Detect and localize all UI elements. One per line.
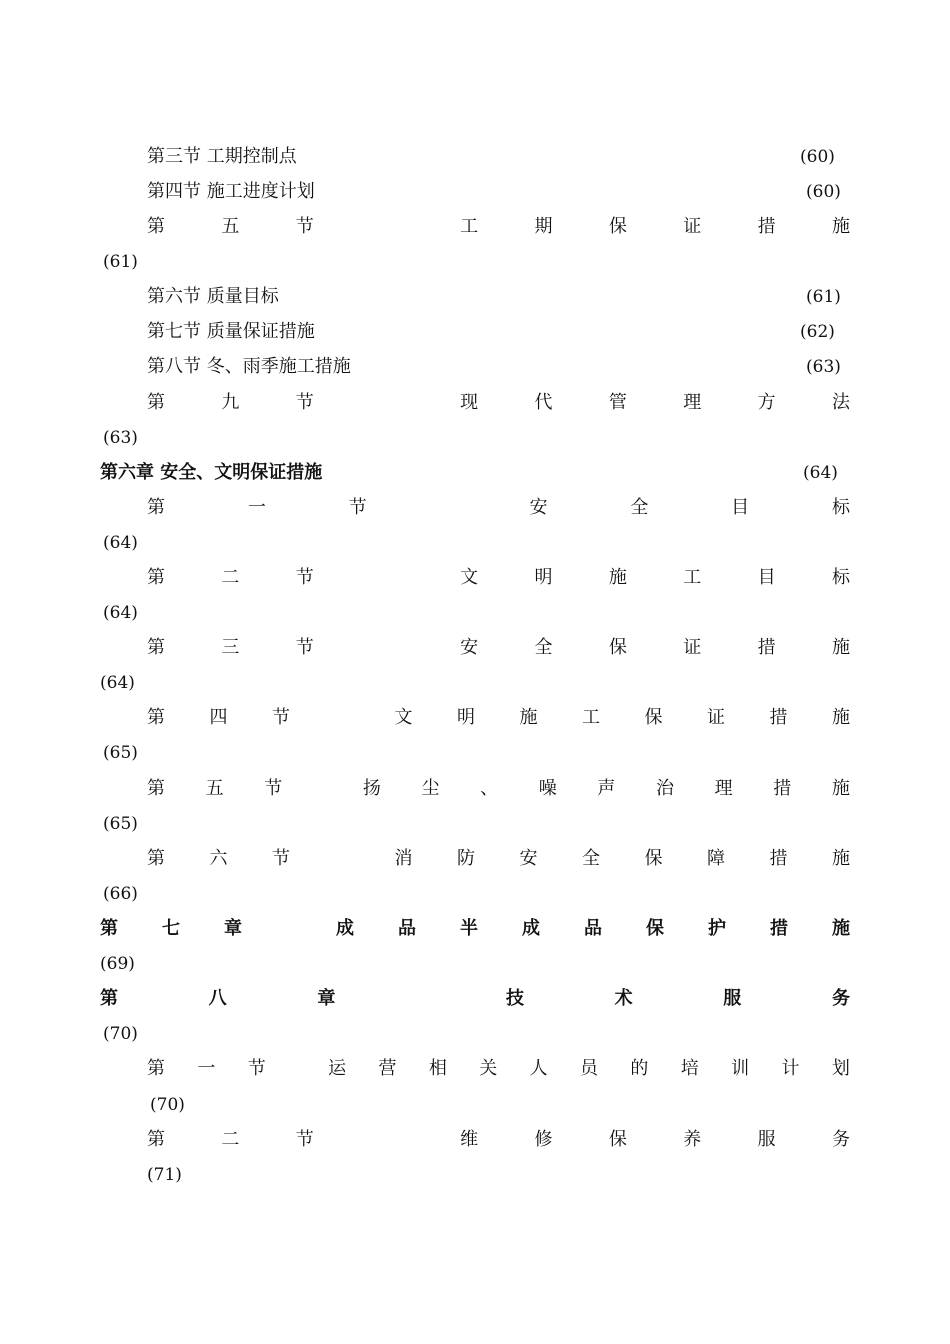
toc-entry-page: (60) [806,182,841,202]
toc-char: 章 [317,988,336,1009]
toc-char: 节 [295,1129,314,1150]
toc-char: 第 [147,497,165,518]
toc-char: 消 [394,848,413,869]
toc-chapter-justified [100,988,850,1010]
toc-char: 成 [522,918,540,939]
toc-char: 保 [608,216,627,237]
toc-entry-justified [147,848,850,870]
toc-char: 证 [707,707,725,728]
toc-char: 节 [295,637,314,658]
toc-char: 第 [147,848,165,869]
toc-char: 员 [580,1058,598,1079]
toc-char: 第 [147,778,165,799]
toc-char: 工 [582,707,600,728]
toc-char: 理 [683,392,702,413]
toc-char: 障 [707,848,725,869]
toc-char: 相 [428,1058,447,1079]
toc-char: 第 [147,1129,165,1150]
toc-char: 目 [757,567,776,588]
toc-char: 第 [100,988,118,1009]
toc-char: 二 [221,567,240,588]
toc-char: 节 [272,848,290,869]
toc-char: 声 [597,778,616,799]
toc-char: 扬 [362,778,381,799]
toc-entry-justified [147,707,850,729]
toc-entry-page: (62) [800,322,835,342]
toc-char: 方 [757,392,776,413]
toc-char: 措 [770,918,788,939]
toc-char: 服 [757,1129,776,1150]
toc-char: 全 [534,637,553,658]
toc-char: 训 [731,1058,750,1079]
toc-entry-page: (69) [100,954,135,974]
toc-entry-page: (66) [103,884,138,904]
toc-entry-page: (60) [800,147,835,167]
toc-entry-justified [147,567,850,589]
toc-char: 施 [832,707,850,728]
toc-char: 明 [534,567,553,588]
toc-entry-page: (61) [103,252,138,272]
toc-entry-justified [147,1058,850,1080]
toc-char: 一 [197,1058,216,1079]
toc-char: 五 [205,778,224,799]
toc-char: 计 [781,1058,800,1079]
toc-char: 明 [457,707,475,728]
toc-char: 工 [683,567,702,588]
toc-entry-page: (63) [103,428,138,448]
toc-char: 保 [608,637,627,658]
toc-char: 节 [295,392,314,413]
toc-char: 施 [832,918,850,939]
toc-entry-page: (65) [103,743,138,763]
toc-char: 施 [832,216,850,237]
toc-char: 、 [480,778,499,799]
toc-entry-page: (65) [103,814,138,834]
toc-entry-justified [147,1129,850,1151]
toc-char: 施 [832,848,850,869]
toc-char: 节 [247,1058,266,1079]
toc-char: 施 [832,637,850,658]
toc-entry-justified [147,778,850,800]
toc-char: 技 [505,988,524,1009]
toc-char: 二 [221,1129,240,1150]
toc-char: 第 [147,637,165,658]
toc-char: 理 [714,778,733,799]
toc-char: 措 [773,778,792,799]
toc-char: 第 [147,567,165,588]
toc-char: 施 [608,567,627,588]
toc-char: 节 [295,567,314,588]
toc-char: 标 [831,497,850,518]
toc-char: 第 [147,216,165,237]
toc-entry-page: (70) [103,1024,138,1044]
toc-entry-title: 第四节 施工进度计划 [147,181,315,202]
toc-char: 第 [147,392,165,413]
toc-char: 节 [264,778,283,799]
toc-entry-page: (64) [103,533,138,553]
toc-char: 成 [336,918,354,939]
toc-char: 关 [479,1058,498,1079]
toc-char: 施 [519,707,538,728]
toc-char: 七 [162,918,180,939]
toc-char: 人 [529,1058,548,1079]
toc-char: 措 [757,216,776,237]
toc-char: 代 [534,392,553,413]
toc-char: 保 [644,707,663,728]
toc-char: 目 [731,497,750,518]
toc-char: 一 [247,497,266,518]
toc-entry-justified [147,392,850,414]
toc-char: 九 [221,392,240,413]
toc-entry-title: 第八节 冬、雨季施工措施 [147,356,351,377]
toc-char: 尘 [421,778,440,799]
toc-entry-title: 第六节 质量目标 [147,286,279,307]
toc-char: 施 [831,778,850,799]
toc-char: 现 [460,392,479,413]
toc-entry-justified [147,497,850,519]
toc-char: 法 [832,392,850,413]
toc-char: 培 [680,1058,699,1079]
toc-char: 安 [529,497,548,518]
toc-entry-justified [147,637,850,659]
toc-char: 第 [147,707,165,728]
toc-char: 务 [831,988,850,1009]
toc-char: 保 [644,848,663,869]
toc-char: 四 [209,707,228,728]
toc-char: 证 [683,637,702,658]
toc-entry-page: (64) [803,463,838,483]
toc-char: 划 [831,1058,850,1079]
toc-entry-title: 第三节 工期控制点 [147,146,297,167]
toc-char: 八 [208,988,227,1009]
toc-char: 安 [519,848,538,869]
toc-char: 维 [460,1129,479,1150]
toc-char: 节 [295,216,314,237]
toc-entry-page: (70) [150,1095,185,1115]
toc-entry-page: (61) [806,287,841,307]
toc-char: 六 [209,848,228,869]
toc-char: 品 [398,918,416,939]
toc-char: 的 [630,1058,649,1079]
toc-char: 半 [460,918,478,939]
toc-char: 措 [769,707,788,728]
toc-char: 术 [614,988,633,1009]
toc-char: 节 [348,497,367,518]
toc-char: 养 [683,1129,702,1150]
toc-char: 全 [582,848,600,869]
toc-char: 管 [608,392,627,413]
toc-char: 工 [460,216,479,237]
toc-char: 治 [656,778,674,799]
toc-char: 服 [723,988,742,1009]
toc-char: 防 [457,848,475,869]
toc-char: 务 [832,1129,850,1150]
toc-entry-justified [147,216,850,238]
toc-char: 章 [224,918,242,939]
toc-char: 标 [832,567,850,588]
toc-entry-page: (64) [100,673,135,693]
toc-entry-page: (71) [147,1165,182,1185]
toc-char: 保 [608,1129,627,1150]
toc-chapter-justified [100,918,850,940]
toc-char: 节 [272,707,290,728]
toc-char: 文 [460,567,479,588]
toc-entry-title: 第七节 质量保证措施 [147,321,315,342]
toc-char: 护 [708,918,726,939]
toc-char: 保 [646,918,664,939]
toc-char: 证 [683,216,702,237]
toc-char: 措 [769,848,788,869]
toc-char: 运 [328,1058,347,1079]
toc-chapter-title: 第六章 安全、文明保证措施 [100,462,323,483]
toc-char: 第 [147,1058,165,1079]
toc-char: 噪 [538,778,557,799]
toc-char: 三 [221,637,240,658]
toc-char: 五 [221,216,240,237]
toc-entry-page: (63) [806,357,841,377]
toc-char: 文 [394,707,413,728]
toc-char: 营 [378,1058,397,1079]
toc-char: 措 [757,637,776,658]
toc-char: 品 [584,918,602,939]
toc-char: 期 [534,216,553,237]
toc-char: 第 [100,918,118,939]
toc-char: 全 [630,497,649,518]
toc-char: 安 [460,637,479,658]
toc-char: 修 [534,1129,553,1150]
toc-entry-page: (64) [103,603,138,623]
